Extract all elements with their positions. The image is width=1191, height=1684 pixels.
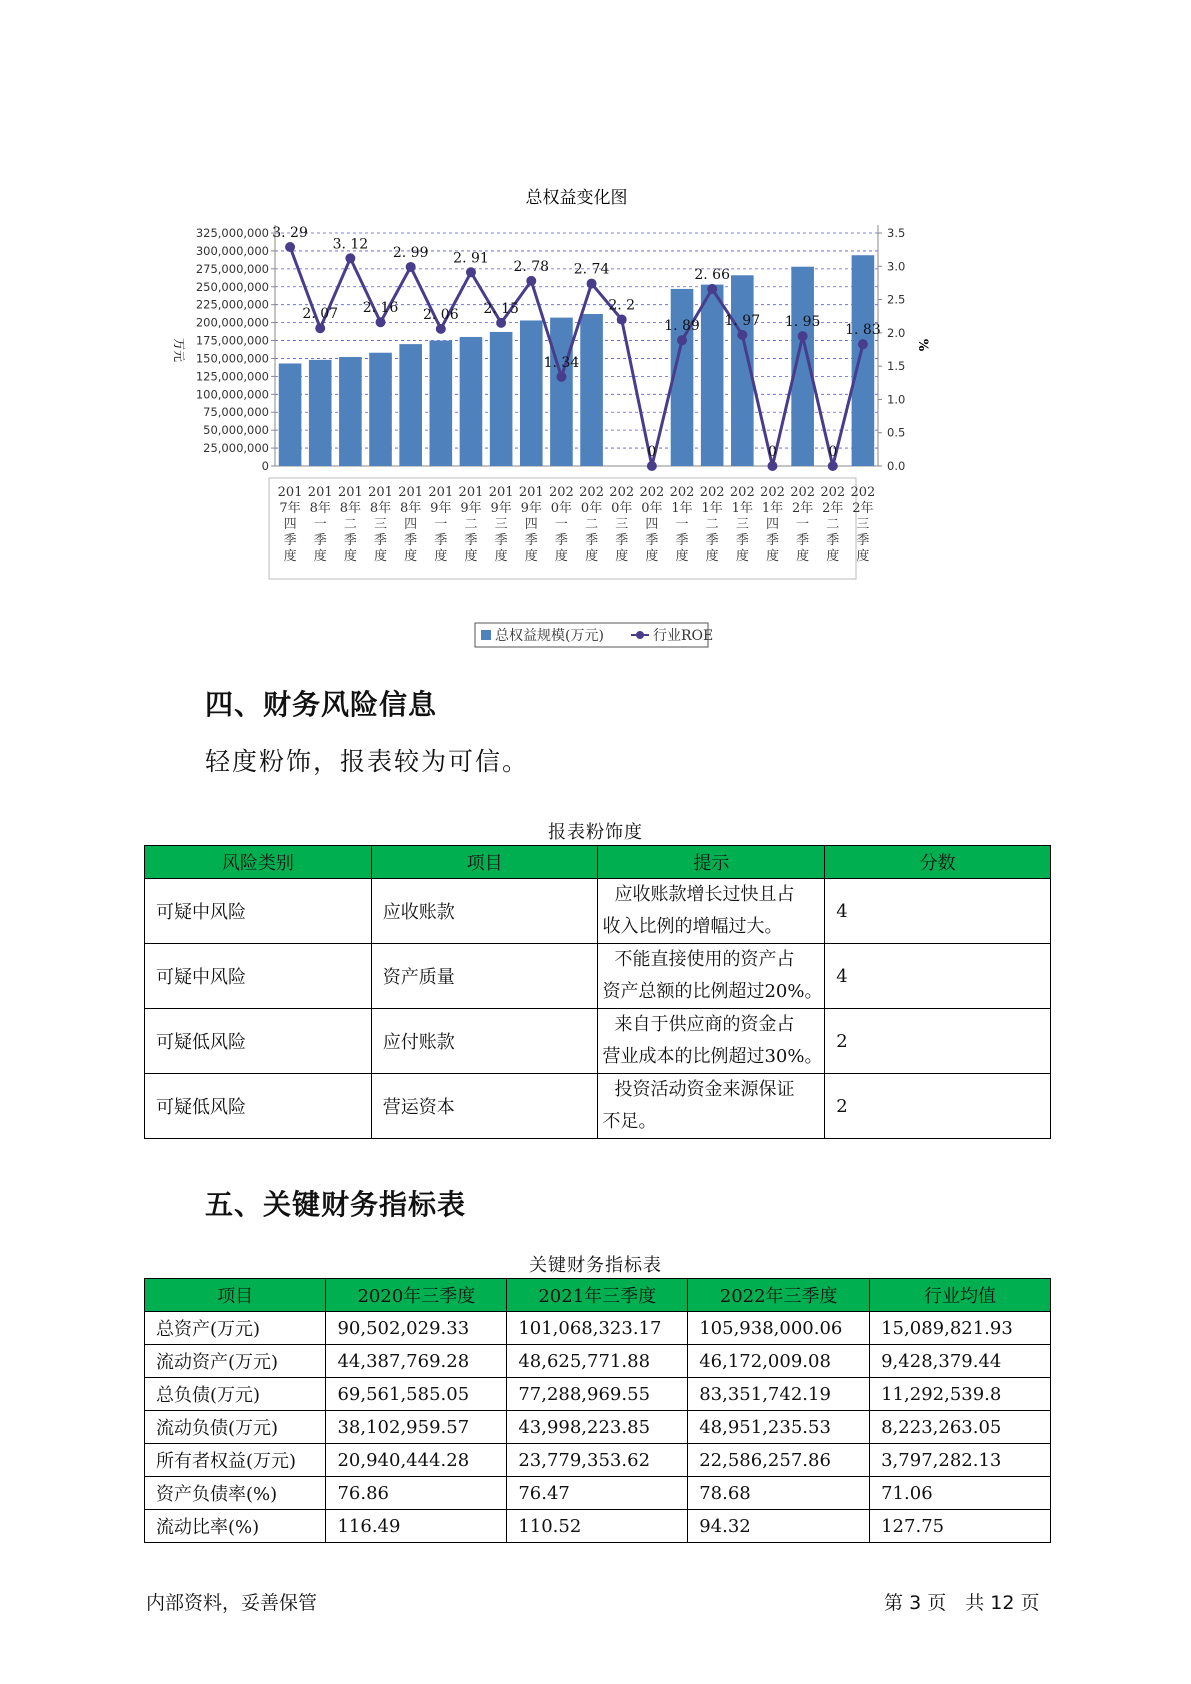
roe-data-label: 2. 99 [392,244,429,261]
metric-value: 69,561,585.05 [326,1378,507,1411]
x-tick-label: 202 1年一季度 [669,485,695,564]
metric-name: 总负债(万元) [145,1378,326,1411]
roe-point [466,267,476,277]
metric-value: 90,502,029.33 [326,1312,507,1345]
roe-data-label: 0 [768,444,777,460]
roe-point [406,262,416,272]
table-row [145,1477,1051,1510]
y-tick-label: 150,000,000 [195,351,269,366]
risk-hint-line: 投资活动资金来源保证 [614,1079,795,1100]
roe-data-label: 2. 66 [694,266,730,283]
legend-label-line: 行业ROE [653,628,714,644]
metric-name: 流动比率(%) [145,1510,326,1543]
roe-data-label: 1. 83 [845,322,881,339]
footer-confidential: 内部资料，妥善保管 [146,1592,318,1614]
metric-value: 11,292,539.8 [870,1378,1051,1411]
x-tick-label: 201 9年三季度 [488,485,514,564]
risk-table-caption: 报表粉饰度 [548,822,643,843]
roe-data-label: 2. 74 [573,261,610,278]
metric-value: 101,068,323.17 [507,1312,688,1345]
metric-value: 44,387,769.28 [326,1345,507,1378]
metric-value: 48,951,235.53 [688,1411,870,1444]
roe-data-label: 2. 15 [483,300,519,317]
x-tick-label: 202 2年一季度 [790,485,816,564]
bar [580,314,603,466]
roe-data-label: 1. 95 [784,314,821,331]
x-tick-label: 201 9年一季度 [428,485,454,564]
risk-item: 应收账款 [371,879,598,944]
bar [852,255,875,466]
roe-data-label: 2. 2 [608,297,636,314]
metric-value: 15,089,821.93 [870,1312,1051,1345]
risk-header-item: 项目 [371,846,598,879]
bar [460,337,483,466]
page-number [884,1588,1040,1615]
x-tick-label: 202 0年三季度 [609,485,635,564]
y-tick-label: 300,000,000 [195,243,269,258]
x-tick-label: 202 1年二季度 [699,485,725,564]
y-tick-label: 175,000,000 [195,333,269,348]
x-tick-label: 202 1年四季度 [760,485,785,564]
roe-point [285,242,295,252]
metric-value: 105,938,000.06 [688,1312,870,1345]
metric-value: 3,797,282.13 [870,1444,1051,1477]
y2-tick-label: 3.5 [887,226,906,240]
metric-value: 78.68 [688,1477,870,1510]
metric-name: 资产负债率(%) [145,1477,326,1510]
roe-point [376,317,386,327]
metric-value: 43,998,223.85 [507,1411,688,1444]
y2-tick-label: 2.5 [887,292,906,307]
roe-data-label: 1. 34 [543,354,580,371]
y-tick-label: 100,000,000 [195,387,269,402]
y2-tick-label: 1.5 [887,359,906,374]
risk-hint-line: 不足。 [602,1111,657,1132]
roe-point [315,323,325,333]
key-table-caption: 关键财务指标表 [529,1255,662,1276]
y-tick-label: 75,000,000 [203,405,269,420]
key-header-industry: 行业均值 [870,1279,1051,1312]
table-row [145,1411,1051,1444]
roe-point [767,461,777,471]
roe-data-label: 2. 06 [423,306,459,323]
roe-point [556,372,566,382]
x-tick-label: 202 2年二季度 [820,485,846,564]
table-row [145,1009,1051,1074]
bar [279,363,302,466]
risk-category: 可疑中风险 [145,879,372,944]
risk-hint-line: 不能直接使用的资产占 [614,949,795,970]
risk-header-category: 风险类别 [145,846,372,879]
section-four-title: 四、财务风险信息 [205,688,438,721]
y-tick-label: 250,000,000 [195,279,269,294]
roe-data-label: 3. 29 [272,224,308,241]
y-tick-label: 225,000,000 [195,297,269,312]
bar [369,353,392,466]
legend-swatch-point [636,631,644,639]
metric-value: 83,351,742.19 [688,1378,870,1411]
risk-hint [598,1074,825,1139]
metric-value: 46,172,009.08 [688,1345,870,1378]
page-mid: 页 共 [927,1592,985,1614]
metric-name: 所有者权益(万元) [145,1444,326,1477]
risk-item: 营运资本 [371,1074,598,1139]
x-tick-label: 202 1年三季度 [729,485,755,564]
risk-score: 4 [825,879,1051,944]
equity-chart [172,188,975,655]
risk-header-score: 分数 [825,846,1051,879]
page-current: 3 [909,1592,922,1614]
table-row [145,1378,1051,1411]
risk-category: 可疑中风险 [145,944,372,1009]
metric-name: 流动资产(万元) [145,1345,326,1378]
x-tick-label: 202 2年三季度 [850,485,876,564]
y2-tick-label: 2.0 [887,325,906,340]
y-tick-label: 125,000,000 [195,369,269,384]
bar [550,318,573,466]
key-table-header [145,1279,1051,1312]
y-tick-label: 200,000,000 [195,315,269,330]
risk-score: 4 [825,944,1051,1009]
x-tick-label: 202 0年二季度 [579,485,604,564]
y-tick-label: 275,000,000 [195,261,269,276]
risk-hint-line: 营业成本的比例超过30%。 [602,1046,823,1067]
bar [309,360,332,466]
metric-value: 110.52 [507,1510,688,1543]
risk-hint [598,879,825,944]
table-row [145,1444,1051,1477]
section-five-title: 五、关键财务指标表 [205,1188,467,1221]
x-tick-label: 201 8年四季度 [398,485,424,564]
risk-header-hint: 提示 [598,846,825,879]
roe-point [798,331,808,341]
risk-hint-line: 来自于供应商的资金占 [614,1014,795,1035]
metric-value: 76.47 [507,1477,688,1510]
risk-hint-line: 收入比例的增幅过大。 [602,916,783,937]
chart-title: 总权益变化图 [525,188,628,208]
risk-item: 资产质量 [371,944,598,1009]
roe-point [707,284,717,294]
y2-tick-label: 0.0 [887,459,906,473]
metric-value: 116.49 [326,1510,507,1543]
metric-value: 20,940,444.28 [326,1444,507,1477]
table-row [145,1312,1051,1345]
x-tick-label: 201 8年一季度 [307,485,333,564]
x-tick-label: 201 9年二季度 [458,485,484,564]
roe-data-label: 2. 91 [453,250,489,267]
risk-hint [598,1009,825,1074]
y2-tick-label: 0.5 [887,425,906,440]
risk-category: 可疑低风险 [145,1009,372,1074]
metric-value: 76.86 [326,1477,507,1510]
metric-value: 71.06 [870,1477,1051,1510]
risk-item: 应付账款 [371,1009,598,1074]
x-tick-label: 201 9年四季度 [518,485,544,564]
roe-data-label: 2. 07 [302,306,339,323]
metric-value: 48,625,771.88 [507,1345,688,1378]
metric-value: 38,102,959.57 [326,1411,507,1444]
x-tick-label: 201 8年二季度 [337,485,363,564]
bar [701,285,724,466]
x-tick-label: 201 8年三季度 [368,485,393,564]
roe-point [677,335,687,345]
key-header-2020: 2020年三季度 [326,1279,507,1312]
x-tick-label: 202 0年一季度 [549,485,574,564]
roe-data-label: 1. 89 [664,318,700,335]
bar [430,341,453,466]
key-header-2022: 2022年三季度 [688,1279,870,1312]
roe-point [526,276,536,286]
key-header-2021: 2021年三季度 [507,1279,688,1312]
page-total: 12 [990,1592,1015,1614]
metric-value: 77,288,969.55 [507,1378,688,1411]
risk-table-header [145,846,1051,879]
table-row [145,1074,1051,1139]
risk-score: 2 [825,1074,1051,1139]
bar [339,357,362,466]
key-header-item: 项目 [145,1279,326,1312]
section-four-text: 轻度粉饰，报表较为可信。 [205,747,530,776]
roe-point [345,253,355,263]
risk-score: 2 [825,1009,1051,1074]
risk-table [144,845,1051,1139]
roe-point [828,461,838,471]
roe-data-label: 1. 97 [724,312,761,329]
table-row [145,1345,1051,1378]
x-tick-label: 202 0年四季度 [639,485,665,564]
roe-point [587,279,597,289]
risk-hint-line: 资产总额的比例超过20%。 [602,981,823,1002]
risk-category: 可疑低风险 [145,1074,372,1139]
risk-hint-line: 应收账款增长过快且占 [614,884,795,905]
bar [399,344,422,466]
y-tick-label: 0 [261,459,269,473]
table-row [145,1510,1051,1543]
bar [490,332,513,466]
x-tick-label: 201 7年四季度 [277,485,303,564]
roe-point [617,315,627,325]
risk-hint [598,944,825,1009]
legend-swatch-bar [481,630,491,640]
metric-name: 总资产(万元) [145,1312,326,1345]
legend-label-bar: 总权益规模(万元) [495,628,604,644]
y2-axis-label: % [915,338,930,352]
roe-point [647,461,657,471]
y2-tick-label: 1.0 [887,392,906,407]
metric-value: 8,223,263.05 [870,1411,1051,1444]
roe-data-label: 0 [647,444,657,460]
y2-tick-label: 3.0 [887,259,906,274]
equity-chart-svg [172,188,975,655]
key-metrics-table [144,1278,1051,1543]
page-suffix: 页 [1020,1592,1040,1614]
roe-data-label: 2. 78 [513,258,550,275]
y-tick-label: 325,000,000 [195,226,269,240]
metric-value: 9,428,379.44 [870,1345,1051,1378]
y-tick-label: 25,000,000 [203,441,269,456]
metric-value: 23,779,353.62 [507,1444,688,1477]
bar [520,320,543,466]
y-tick-label: 50,000,000 [203,423,269,438]
roe-point [496,318,506,328]
metric-name: 流动负债(万元) [145,1411,326,1444]
metric-value: 22,586,257.86 [688,1444,870,1477]
roe-data-label: 2. 16 [362,300,399,317]
roe-data-label: 0 [828,444,838,460]
y-axis-label: 万元 [172,337,186,363]
roe-data-label: 3. 12 [332,236,369,253]
table-row [145,879,1051,944]
roe-point [436,324,446,334]
roe-point [858,339,868,349]
table-row [145,944,1051,1009]
roe-point [737,330,747,340]
page-prefix: 第 [884,1592,904,1614]
metric-value: 94.32 [688,1510,870,1543]
metric-value: 127.75 [870,1510,1051,1543]
